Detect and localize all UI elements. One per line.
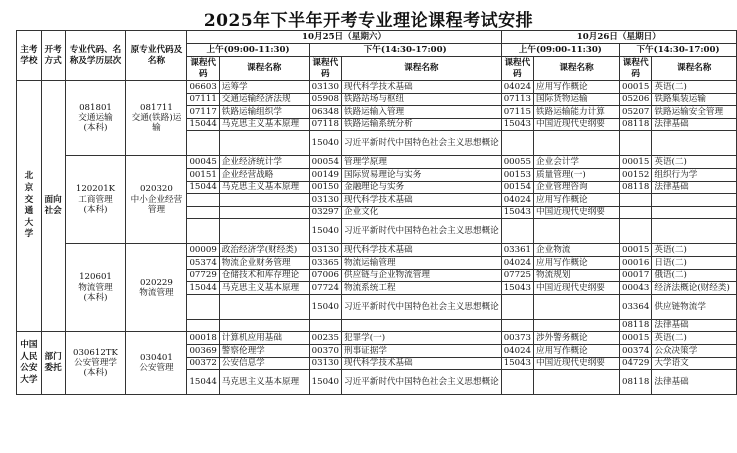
course-code: 07729 <box>187 269 219 282</box>
school-cell: 北 京 交 通 大 学 <box>17 81 42 332</box>
course-name <box>652 194 737 207</box>
course-code: 00373 <box>501 332 533 345</box>
course-code: 00153 <box>501 168 533 181</box>
header-day2: 10月26日（星期日） <box>501 31 736 44</box>
course-code: 05374 <box>187 256 219 269</box>
header-day1-pm: 下午(14:30-17:00) <box>309 44 501 57</box>
course-name: 中国近现代史纲要 <box>534 206 620 219</box>
course-code: 00235 <box>309 332 341 345</box>
course-name: 英语(二) <box>652 81 737 94</box>
course-code: 06348 <box>309 106 341 119</box>
course-name: 金融理论与实务 <box>341 181 501 194</box>
course-name: 法律基础 <box>652 118 737 131</box>
course-code: 15044 <box>187 282 219 295</box>
course-code: 00015 <box>620 244 652 257</box>
course-code <box>620 219 652 244</box>
course-name: 物流企业财务管理 <box>219 256 309 269</box>
course-name <box>534 131 620 156</box>
header-code: 课程代码 <box>309 57 341 81</box>
course-code: 03364 <box>620 294 652 319</box>
course-name: 应用写作概论 <box>534 194 620 207</box>
course-code: 15040 <box>309 370 341 395</box>
course-code <box>501 319 533 332</box>
course-code: 08118 <box>620 319 652 332</box>
header-course-name: 课程名称 <box>219 57 309 81</box>
course-name: 企业物流 <box>534 244 620 257</box>
course-name: 现代科学技术基础 <box>341 194 501 207</box>
course-name: 刑事证据学 <box>341 344 501 357</box>
course-code: 15040 <box>309 294 341 319</box>
orig-major-cell: 030401 公安管理 <box>126 332 187 395</box>
course-name: 英语(二) <box>652 156 737 169</box>
course-name: 应用写作概论 <box>534 344 620 357</box>
course-name: 中国近现代史纲要 <box>534 282 620 295</box>
course-name: 中国近现代史纲要 <box>534 357 620 370</box>
course-name: 管理学原理 <box>341 156 501 169</box>
course-name: 公安信息学 <box>219 357 309 370</box>
course-code: 08118 <box>620 118 652 131</box>
course-code: 00015 <box>620 156 652 169</box>
course-name: 涉外警务概论 <box>534 332 620 345</box>
course-name: 马克思主义基本原理 <box>219 181 309 194</box>
course-name: 马克思主义基本原理 <box>219 282 309 295</box>
course-name <box>219 206 309 219</box>
course-code: 03130 <box>309 194 341 207</box>
course-name: 应用写作概论 <box>534 81 620 94</box>
header-day2-pm: 下午(14:30-17:00) <box>620 44 737 57</box>
course-code: 08118 <box>620 181 652 194</box>
course-code: 00369 <box>187 344 219 357</box>
course-code: 04024 <box>501 256 533 269</box>
course-code: 00374 <box>620 344 652 357</box>
course-name <box>534 319 620 332</box>
course-name: 俄语(二) <box>652 269 737 282</box>
course-code: 15043 <box>501 357 533 370</box>
course-name: 交通运输经济法规 <box>219 93 309 106</box>
course-code: 00043 <box>620 282 652 295</box>
course-code: 06603 <box>187 81 219 94</box>
table-row <box>17 332 737 345</box>
course-name <box>534 294 620 319</box>
course-code: 15040 <box>309 219 341 244</box>
course-code: 07118 <box>309 118 341 131</box>
course-code <box>501 370 533 395</box>
course-name: 运筹学 <box>219 81 309 94</box>
course-name: 铁路运输能力计算 <box>534 106 620 119</box>
course-name: 习近平新时代中国特色社会主义思想概论 <box>341 294 501 319</box>
course-code: 07725 <box>501 269 533 282</box>
course-code: 08118 <box>620 370 652 395</box>
course-name: 中国近现代史纲要 <box>534 118 620 131</box>
course-code: 00149 <box>309 168 341 181</box>
header-course-name: 课程名称 <box>652 57 737 81</box>
course-name: 英语(二) <box>652 332 737 345</box>
course-code: 07115 <box>501 106 533 119</box>
course-name: 现代科学技术基础 <box>341 244 501 257</box>
header-code: 课程代码 <box>187 57 219 81</box>
mode-cell: 部门 委托 <box>41 332 65 395</box>
course-code: 00015 <box>620 81 652 94</box>
course-code: 05908 <box>309 93 341 106</box>
course-name: 铁路运输组织学 <box>219 106 309 119</box>
major-cell: 120201K 工商管理 (本科) <box>65 156 126 244</box>
course-name <box>534 370 620 395</box>
course-name <box>219 219 309 244</box>
header-code: 课程代码 <box>501 57 533 81</box>
table-row <box>17 81 737 94</box>
course-code: 00054 <box>309 156 341 169</box>
course-code: 03361 <box>501 244 533 257</box>
course-name: 铁路集装运输 <box>652 93 737 106</box>
course-code: 00370 <box>309 344 341 357</box>
course-code: 05206 <box>620 93 652 106</box>
course-code <box>187 319 219 332</box>
course-code: 15044 <box>187 181 219 194</box>
major-cell: 081801 交通运输 (本科) <box>65 81 126 156</box>
course-code: 15043 <box>501 118 533 131</box>
major-cell: 030612TK 公安管理学 (本科) <box>65 332 126 395</box>
course-code: 00015 <box>620 332 652 345</box>
course-name <box>219 319 309 332</box>
course-name: 供应链物流学 <box>652 294 737 319</box>
course-name <box>341 319 501 332</box>
schedule-body <box>17 81 737 395</box>
course-name: 国际贸易理论与实务 <box>341 168 501 181</box>
course-name: 企业管理咨询 <box>534 181 620 194</box>
course-name <box>219 194 309 207</box>
course-code: 04729 <box>620 357 652 370</box>
course-name: 物流运输管理 <box>341 256 501 269</box>
course-name: 日语(二) <box>652 256 737 269</box>
course-name: 物流规划 <box>534 269 620 282</box>
course-code <box>187 206 219 219</box>
course-code <box>501 131 533 156</box>
course-name: 国际货物运输 <box>534 93 620 106</box>
course-name <box>652 206 737 219</box>
orig-major-cell: 081711 交通(铁路)运输 <box>126 81 187 156</box>
course-code: 03130 <box>309 81 341 94</box>
course-code <box>187 131 219 156</box>
course-code: 00017 <box>620 269 652 282</box>
course-code: 15043 <box>501 206 533 219</box>
course-code: 15040 <box>309 131 341 156</box>
course-name: 犯罪学(一) <box>341 332 501 345</box>
course-code: 15044 <box>187 118 219 131</box>
course-code <box>620 206 652 219</box>
course-code: 03365 <box>309 256 341 269</box>
course-code <box>620 194 652 207</box>
course-code: 03130 <box>309 357 341 370</box>
header-day1: 10月25日（星期六） <box>187 31 501 44</box>
course-name <box>534 219 620 244</box>
course-name: 法律基础 <box>652 181 737 194</box>
course-code: 05207 <box>620 106 652 119</box>
course-name: 马克思主义基本原理 <box>219 370 309 395</box>
course-code: 03130 <box>309 244 341 257</box>
course-code <box>187 294 219 319</box>
course-code: 00045 <box>187 156 219 169</box>
table-row <box>17 156 737 169</box>
table-row <box>17 244 737 257</box>
header-day2-am: 上午(09:00-11:30) <box>501 44 619 57</box>
course-code: 07724 <box>309 282 341 295</box>
course-name: 法律基础 <box>652 319 737 332</box>
course-name: 现代科学技术基础 <box>341 81 501 94</box>
course-code: 04024 <box>501 194 533 207</box>
course-code <box>309 319 341 332</box>
course-name: 习近平新时代中国特色社会主义思想概论 <box>341 131 501 156</box>
course-name: 企业经济统计学 <box>219 156 309 169</box>
course-name: 法律基础 <box>652 370 737 395</box>
course-name <box>652 131 737 156</box>
course-code <box>187 194 219 207</box>
course-name: 供应链与企业物流管理 <box>341 269 501 282</box>
page-title: 2025年下半年开考专业理论课程考试安排 <box>203 11 534 31</box>
course-name: 铁路站场与枢纽 <box>341 93 501 106</box>
course-code <box>187 219 219 244</box>
course-name: 企业会计学 <box>534 156 620 169</box>
course-name: 警察伦理学 <box>219 344 309 357</box>
major-cell: 120601 物流管理 (本科) <box>65 244 126 332</box>
course-name: 经济法概论(财经类) <box>652 282 737 295</box>
course-name: 企业经营战略 <box>219 168 309 181</box>
course-code: 00151 <box>187 168 219 181</box>
course-code: 00016 <box>620 256 652 269</box>
header-day1-am: 上午(09:00-11:30) <box>187 44 309 57</box>
header-major: 专业代码、名称及学历层次 <box>65 31 126 81</box>
course-name: 政治经济学(财经类) <box>219 244 309 257</box>
course-code: 00152 <box>620 168 652 181</box>
orig-major-cell: 020229 物流管理 <box>126 244 187 332</box>
course-name <box>652 219 737 244</box>
header-course-name: 课程名称 <box>534 57 620 81</box>
course-name: 质量管理(一) <box>534 168 620 181</box>
course-code: 04024 <box>501 344 533 357</box>
header-code: 课程代码 <box>620 57 652 81</box>
course-code <box>501 219 533 244</box>
course-code <box>620 131 652 156</box>
course-code: 00009 <box>187 244 219 257</box>
course-name: 马克思主义基本原理 <box>219 118 309 131</box>
schedule-table <box>16 30 737 395</box>
course-code: 00372 <box>187 357 219 370</box>
course-code: 03297 <box>309 206 341 219</box>
course-name: 计算机应用基础 <box>219 332 309 345</box>
course-code <box>501 294 533 319</box>
course-code: 00055 <box>501 156 533 169</box>
course-name: 企业文化 <box>341 206 501 219</box>
course-code: 07006 <box>309 269 341 282</box>
course-name: 现代科学技术基础 <box>341 357 501 370</box>
course-code: 00150 <box>309 181 341 194</box>
course-name: 大学语文 <box>652 357 737 370</box>
course-name: 仓储技术和库存理论 <box>219 269 309 282</box>
course-code: 00018 <box>187 332 219 345</box>
header-mode: 开考方式 <box>41 31 65 81</box>
course-code: 04024 <box>501 81 533 94</box>
course-code: 00154 <box>501 181 533 194</box>
course-name: 铁路运输系统分析 <box>341 118 501 131</box>
header-orig-major: 原专业代码及名称 <box>126 31 187 81</box>
course-name <box>219 294 309 319</box>
course-code: 07117 <box>187 106 219 119</box>
course-code: 15043 <box>501 282 533 295</box>
course-name: 应用写作概论 <box>534 256 620 269</box>
course-name: 公众决策学 <box>652 344 737 357</box>
mode-cell: 面向 社会 <box>41 81 65 332</box>
course-name: 铁路运输入管理 <box>341 106 501 119</box>
course-name <box>219 131 309 156</box>
header-course-name: 课程名称 <box>341 57 501 81</box>
course-name: 铁路运输安全管理 <box>652 106 737 119</box>
course-code: 07113 <box>501 93 533 106</box>
course-name: 英语(二) <box>652 244 737 257</box>
course-name: 物流系统工程 <box>341 282 501 295</box>
school-cell: 中国 人民 公安 大学 <box>17 332 42 395</box>
course-name: 习近平新时代中国特色社会主义思想概论 <box>341 219 501 244</box>
course-code: 07111 <box>187 93 219 106</box>
orig-major-cell: 020320 中小企业经营管理 <box>126 156 187 244</box>
course-name: 组织行为学 <box>652 168 737 181</box>
course-name: 习近平新时代中国特色社会主义思想概论 <box>341 370 501 395</box>
header-school: 主考学校 <box>17 31 42 81</box>
course-code: 15044 <box>187 370 219 395</box>
